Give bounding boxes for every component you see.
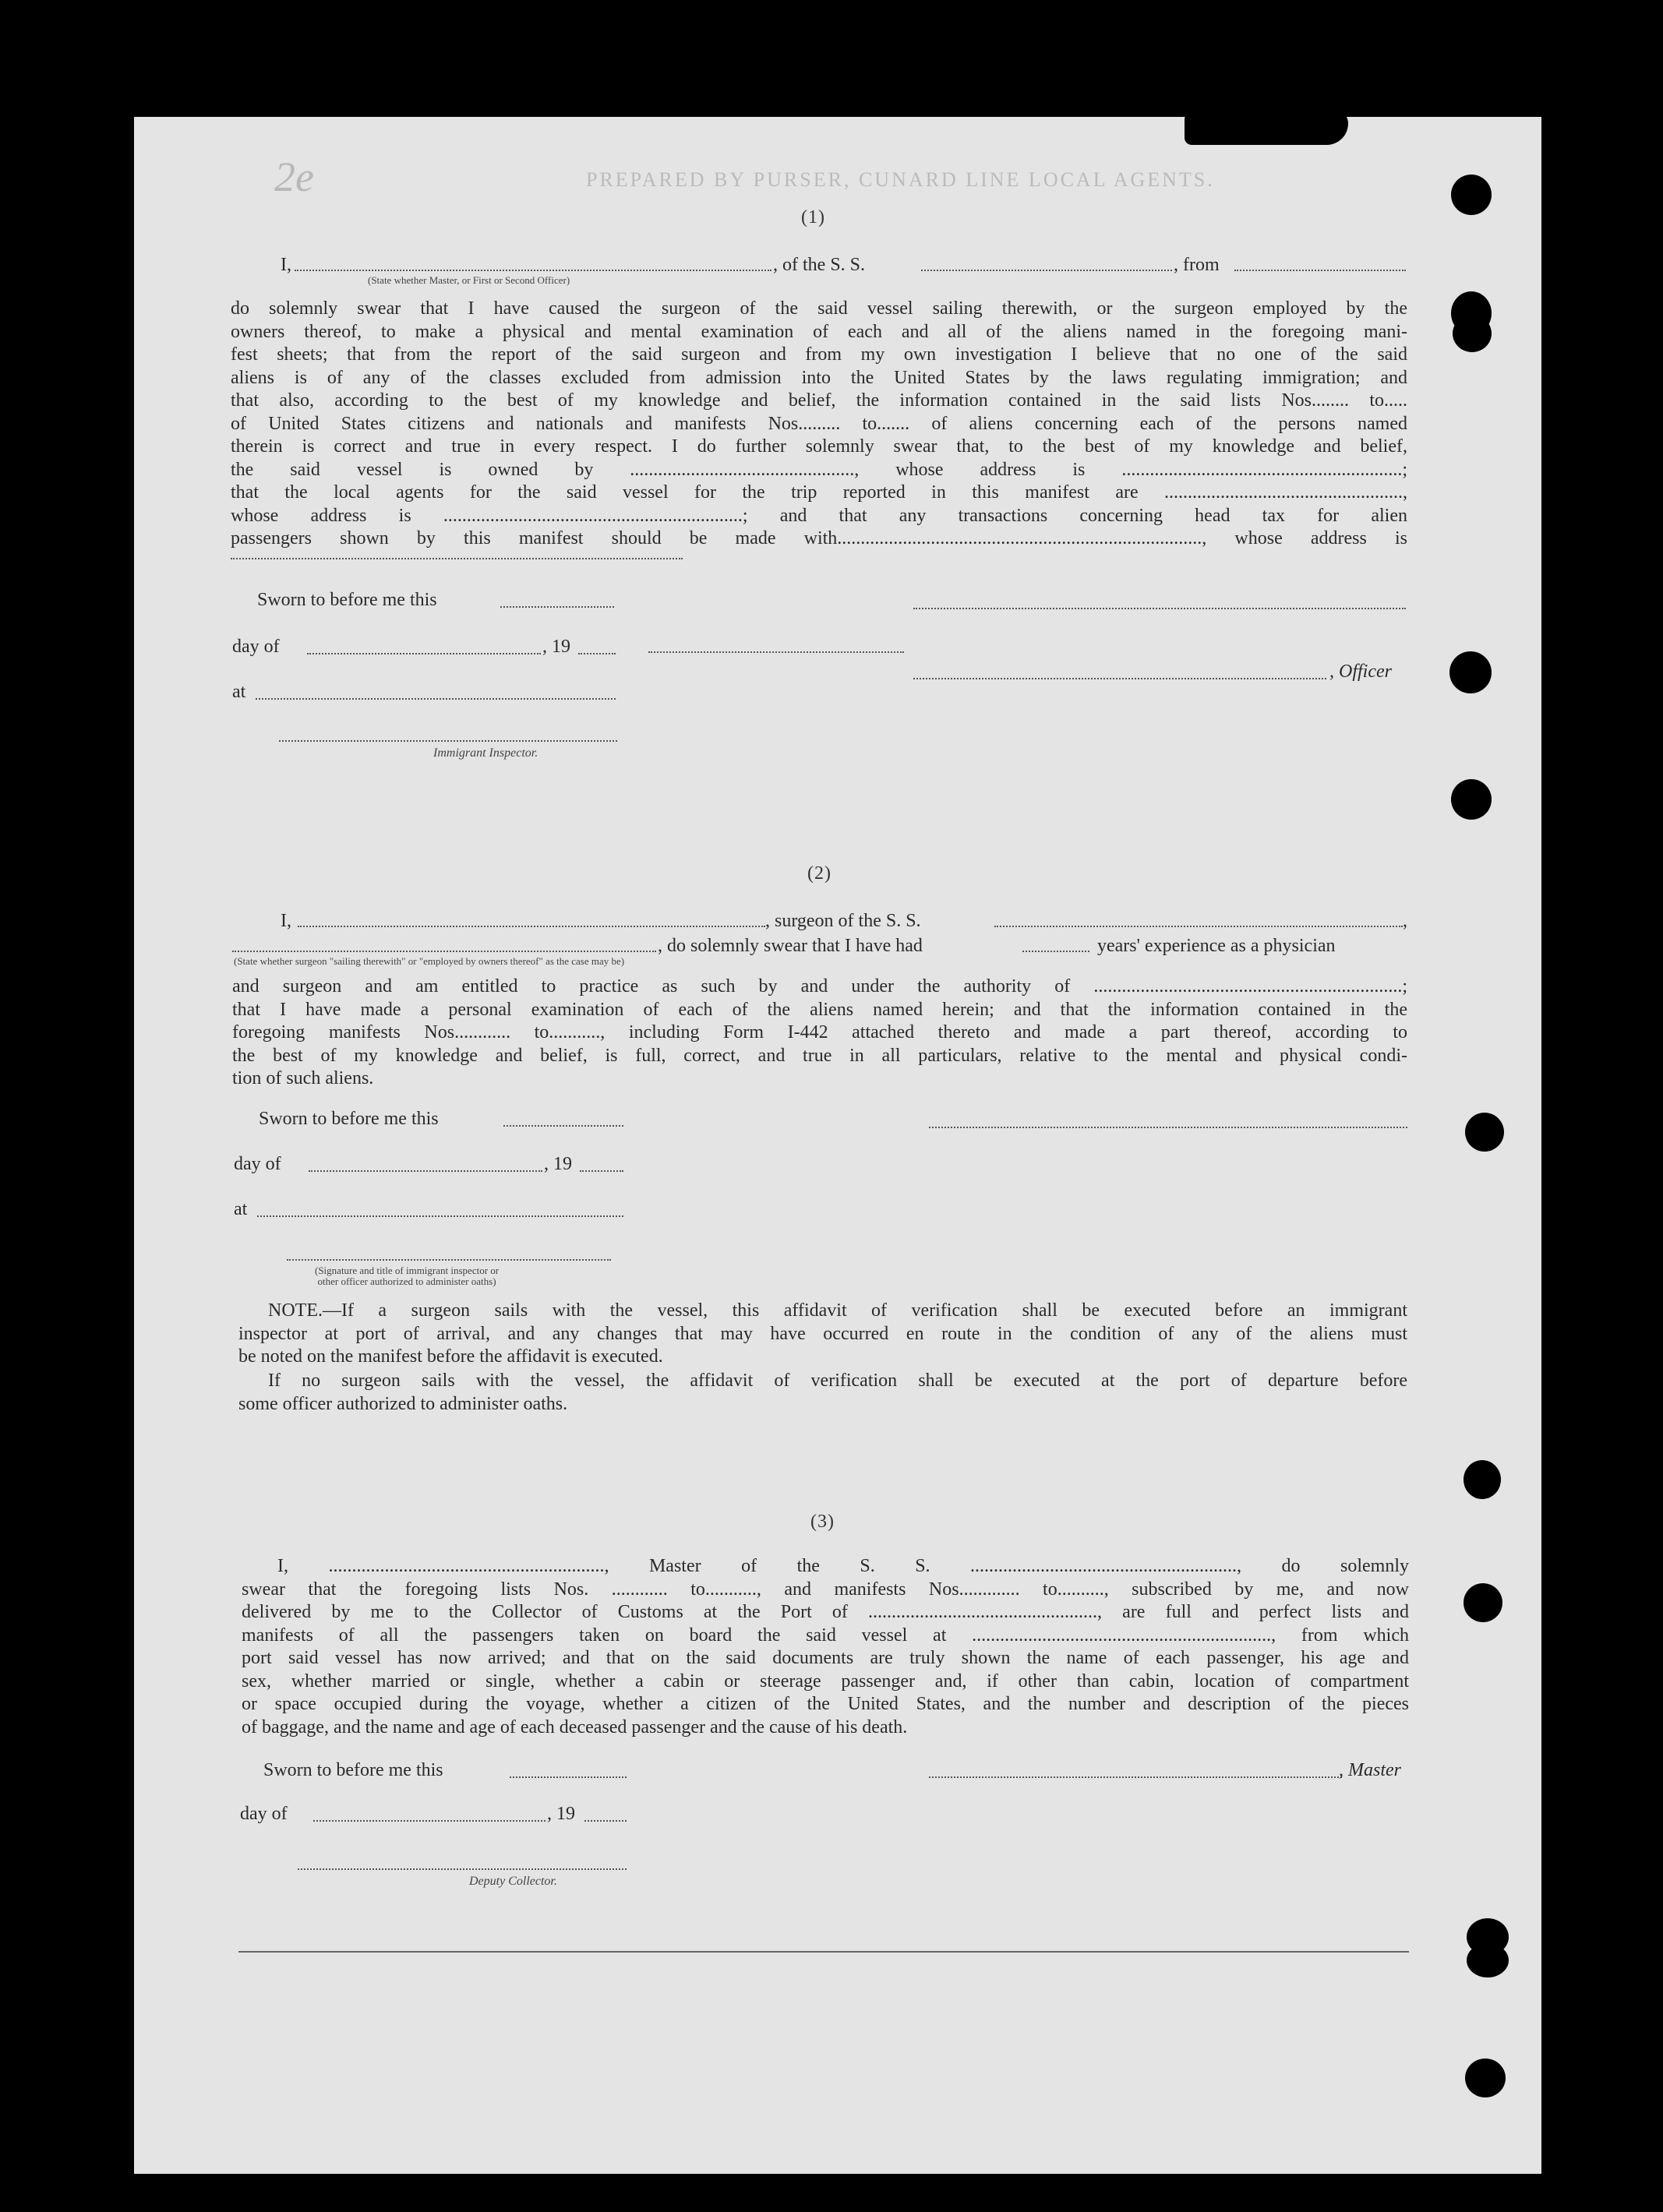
s3-line: swear that the foregoing lists Nos. ............ to..........., and manifests Nos............. to.........., subscribed by me, and now: [242, 1579, 1409, 1600]
section-2-number: (2): [807, 863, 832, 884]
s3-sworn-label: Sworn to before me this: [263, 1760, 443, 1780]
s1-officer-field: [295, 270, 771, 271]
s3-year-label: , 19: [547, 1804, 575, 1824]
s2-line: foregoing manifests Nos............ to..........., including Form I-442 attached thereto and made a part thereof, according to: [232, 1022, 1407, 1042]
s2-sig-note-line: (Signature and title of immigrant inspector or: [315, 1265, 500, 1276]
s3-line: manifests of all the passengers taken on board the said vessel at ................................................................, from which: [242, 1625, 1409, 1646]
s3-sworn-field: [510, 1776, 627, 1778]
s1-line: that also, according to the best of my knowledge and belief, the information contained in the said lists Nos........ to.....: [231, 390, 1407, 411]
s1-address-field: [231, 558, 683, 559]
s1-at-field: [256, 698, 616, 700]
s2-sworn-field: [503, 1125, 623, 1127]
s2-line: the best of my knowledge and belief, is full, correct, and true in all particulars, relative to the mental and physical condi-: [232, 1045, 1407, 1066]
s1-line: do solemnly swear that I have caused the surgeon of the said vessel sailing therewith, or the surgeon employed by the: [231, 298, 1407, 319]
s1-line: aliens is of any of the classes excluded from admission into the United States by the laws regulating immigration; and: [231, 367, 1407, 388]
s2-line: that I have made a personal examination of each of the aliens named herein; and that the information contained in the: [232, 999, 1407, 1020]
s2-line2-swear: , do solemnly swear that I have had: [658, 936, 923, 956]
s2-day-field: [309, 1170, 542, 1172]
s1-line: fest sheets; that from the report of the said surgeon and from my own investigation I believe that no one of the said: [231, 344, 1407, 365]
s2-line1-ship: , surgeon of the S. S.: [765, 911, 921, 931]
s2-note-line: be noted on the manifest before the affidavit is executed.: [238, 1346, 663, 1367]
punch-hole: [1453, 315, 1492, 352]
s1-day-label: day of: [232, 637, 280, 657]
s1-year-label: , 19: [542, 637, 570, 657]
s1-line: of United States citizens and nationals and manifests Nos......... to....... of aliens concerning each of the persons named: [231, 413, 1407, 434]
handwritten-mark: 2e: [274, 153, 314, 200]
s2-line2-years: years' experience as a physician: [1097, 936, 1336, 956]
punch-hole: [1449, 651, 1492, 693]
s2-sign-line: [929, 1127, 1407, 1128]
section-3-number: (3): [810, 1512, 835, 1532]
punch-hole: [1451, 175, 1492, 215]
s2-line: and surgeon and am entitled to practice as such by and under the authority of ..................................................................;: [232, 976, 1407, 997]
s1-intro-ship: , of the S. S.: [773, 255, 866, 275]
s2-note: [238, 1300, 1407, 1369]
s2-day-label: day of: [234, 1154, 281, 1174]
s1-officer-sign-line: [913, 608, 1406, 609]
s2-sworn-label: Sworn to before me this: [259, 1109, 439, 1129]
s3-deputy-line: [298, 1868, 627, 1870]
torn-notch: [1185, 109, 1348, 145]
punch-hole: [1464, 1460, 1501, 1499]
s1-intro-from: , from: [1174, 255, 1220, 275]
s2-line1-comma: ,: [1403, 911, 1407, 931]
s3-line: delivered by me to the Collector of Customs at the Port of ................................................., are full and perfect lists and: [242, 1602, 1409, 1622]
s1-ship-field: [921, 270, 1172, 271]
s2-year-label: , 19: [544, 1154, 572, 1174]
s3-day-field: [313, 1820, 546, 1822]
section-1-number: (1): [801, 207, 825, 228]
s1-faded-dots: [648, 651, 904, 653]
punch-hole: [1451, 779, 1492, 820]
s1-line: that the local agents for the said vessel for the trip reported in this manifest are ...................................................,: [231, 482, 1407, 503]
s2-note-line: NOTE.—If a surgeon sails with the vessel, this affidavit of verification shall be executed before an immigrant: [268, 1300, 1407, 1321]
s2-note2-line: some officer authorized to administer oaths.: [238, 1393, 568, 1414]
s2-note2-line: If no surgeon sails with the vessel, the affidavit of verification shall be executed at the port of departure before: [268, 1371, 1407, 1391]
s1-paragraph: [231, 298, 1407, 551]
s2-sig-note: [315, 1265, 499, 1287]
s2-note-line: inspector at port of arrival, and any changes that may have occurred en route in the condition of any of the aliens must: [238, 1323, 1407, 1344]
s1-from-field: [1234, 270, 1406, 271]
s2-line1-i: I,: [281, 911, 291, 931]
s1-inspector-line: [279, 740, 617, 742]
s3-paragraph: [242, 1555, 1409, 1739]
s1-line: the said vessel is owned by ................................................, whose address is ............................................................;: [231, 459, 1407, 480]
s2-line2-note: (State whether surgeon "sailing therewith" or "employed by owners thereof" as the case may be): [234, 955, 625, 967]
s2-inspector-line: [287, 1259, 611, 1261]
s1-intro-i: I,: [281, 255, 291, 275]
s1-line: owners thereof, to make a physical and mental examination of each and all of the aliens named in the foregoing mani-: [231, 321, 1407, 342]
s2-line: tion of such aliens.: [232, 1068, 374, 1088]
s2-note2: [238, 1370, 1407, 1416]
punch-hole: [1467, 1943, 1509, 1977]
s1-intro-note: (State whether Master, or First or Second Officer): [368, 274, 570, 286]
punch-hole: [1465, 1113, 1504, 1152]
s1-line: whose address is ................................................................; and that any transactions concerning head tax for alien: [231, 505, 1407, 526]
s2-at-field: [257, 1215, 623, 1217]
s1-line: therein is correct and true in every respect. I do further solemnly swear that, to the best of my knowledge and belief,: [231, 436, 1407, 457]
s1-day-field: [307, 653, 541, 654]
s3-line: port said vessel has now arrived; and that on the said documents are truly shown the name of each passenger, his age and: [242, 1648, 1409, 1668]
s3-line: of baggage, and the name and age of each deceased passenger and the cause of his death.: [242, 1716, 908, 1737]
s2-type-field: [232, 951, 656, 952]
punch-hole: [1464, 1583, 1502, 1622]
s2-year-field: [580, 1170, 623, 1172]
s1-officer-label: , Officer: [1329, 661, 1392, 682]
s3-year-field: [584, 1820, 627, 1822]
s1-year-field: [578, 653, 616, 654]
punch-hole: [1465, 2059, 1506, 2097]
s1-sworn-field: [500, 606, 614, 608]
s3-line: sex, whether married or single, whether a cabin or steerage passenger and, if other than cabin, location of compartment: [242, 1670, 1409, 1692]
s2-sig-note-line: other officer authorized to administer oaths): [317, 1275, 496, 1287]
s3-master-line: [929, 1776, 1342, 1778]
s2-ship-field: [994, 926, 1403, 927]
s1-line: passengers shown by this manifest should be made with.............................................................................., whose address is: [231, 528, 1407, 549]
s3-master-label: , Master: [1339, 1760, 1401, 1780]
s1-at-label: at: [232, 682, 246, 702]
s3-line: I, ..........................................................., Master of the S. S. ........................................................., do solemnly: [277, 1556, 1409, 1576]
s3-deputy-label: Deputy Collector.: [469, 1875, 557, 1888]
s2-years-field: [1022, 951, 1089, 952]
faded-header-title: PREPARED BY PURSER, CUNARD LINE LOCAL AGENTS.: [586, 168, 1215, 191]
form-sheet: [134, 117, 1541, 2174]
s2-at-label: at: [234, 1199, 248, 1219]
s3-day-label: day of: [240, 1804, 288, 1824]
s1-inspector-label: Immigrant Inspector.: [433, 746, 538, 760]
s1-sworn-label: Sworn to before me this: [257, 590, 437, 610]
s3-line: or space occupied during the voyage, whether a citizen of the United States, and the number and description of the pieces: [242, 1694, 1409, 1714]
s2-surgeon-field: [298, 926, 765, 927]
s2-paragraph: [232, 975, 1407, 1091]
bottom-rule: [238, 1951, 1409, 1953]
s1-officer-field-line: [913, 678, 1326, 679]
